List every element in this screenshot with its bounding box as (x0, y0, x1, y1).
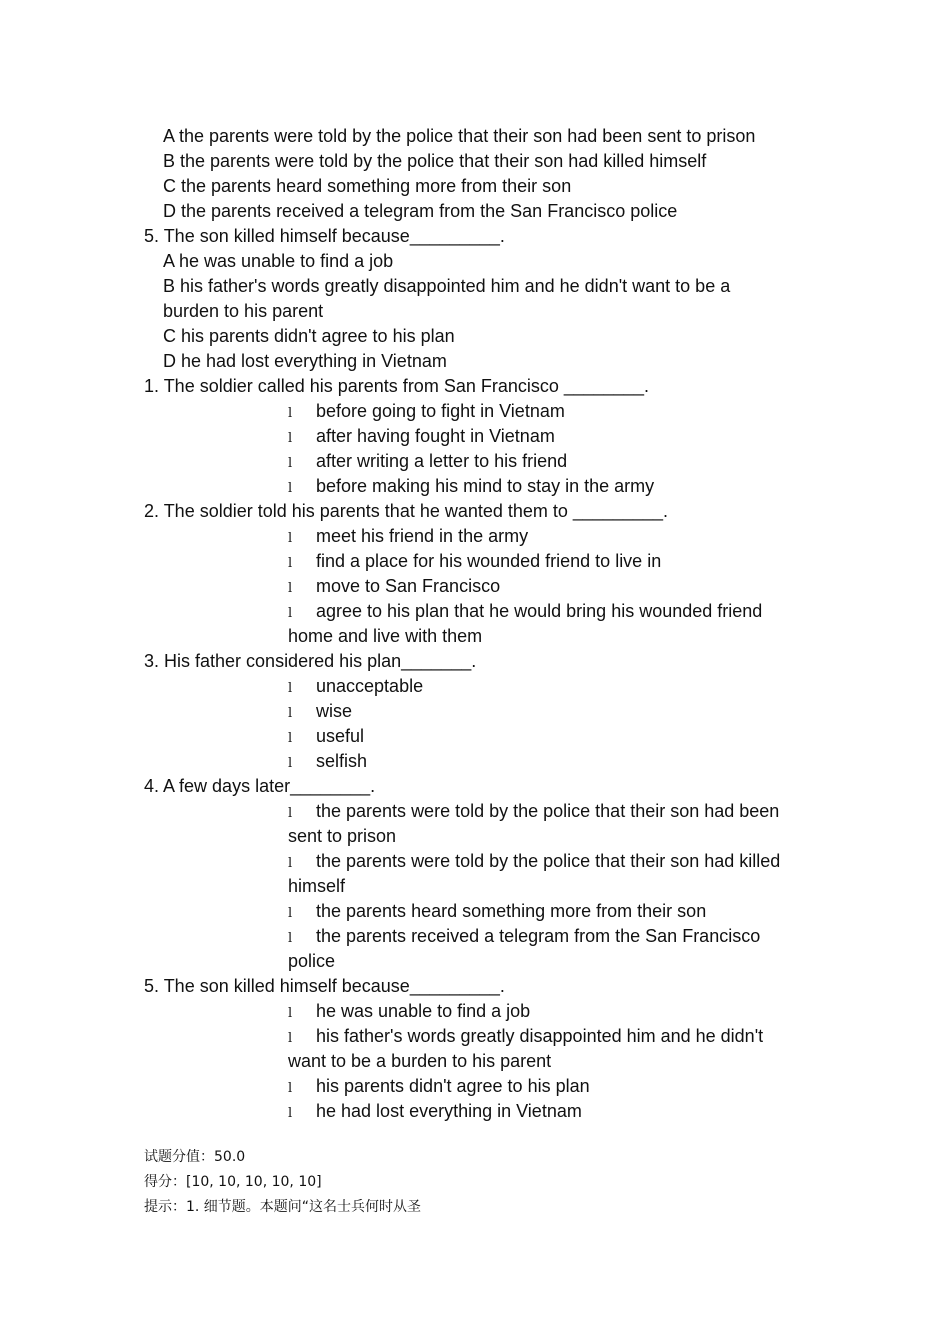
bullet-icon: l (288, 906, 293, 921)
bullet-icon: l (288, 1006, 293, 1021)
prev-q5-option-b-cont: burden to his parent (163, 301, 324, 321)
question-1-option: l after writing a letter to his friend (288, 449, 567, 476)
question-1-option: l before going to fight in Vietnam (288, 399, 565, 426)
question-5-option: l his father's words greatly disappointed him and he didn't (288, 1024, 763, 1051)
question-3-option: l useful (288, 724, 364, 751)
prev-q5-option-a: A he was unable to find a job (163, 251, 394, 271)
question-4-option-continuation: police (288, 951, 336, 971)
question-1-option: l before making his mind to stay in the army (288, 474, 654, 501)
bullet-icon: l (288, 756, 293, 771)
question-2-option: l move to San Francisco (288, 574, 500, 601)
prev-q5-option-d: D he had lost everything in Vietnam (163, 351, 447, 371)
question-2-stem: 2. The soldier told his parents that he wanted them to _________. (144, 501, 669, 521)
hint: 提示：1. 细节题。本题问“这名士兵何时从圣 (144, 1199, 422, 1215)
prev-q4-option-b: B the parents were told by the police that their son had killed himself (163, 151, 707, 171)
bullet-icon: l (288, 931, 293, 946)
bullet-icon: l (288, 606, 293, 621)
bullet-icon: l (288, 806, 293, 821)
question-1-stem: 1. The soldier called his parents from San Francisco ________. (144, 376, 649, 396)
prev-q4-option-a: A the parents were told by the police that their son had been sent to prison (163, 126, 756, 146)
bullet-icon: l (288, 531, 293, 546)
question-2-option: l find a place for his wounded friend to live in (288, 549, 661, 576)
question-3-option: l unacceptable (288, 674, 423, 701)
score-value: 试题分值：50.0 (144, 1149, 246, 1165)
question-4-option-continuation: sent to prison (288, 826, 397, 846)
bullet-icon: l (288, 856, 293, 871)
prev-q5-option-c: C his parents didn't agree to his plan (163, 326, 455, 346)
question-2-option: l agree to his plan that he would bring his wounded friend (288, 599, 762, 626)
question-3-option: l wise (288, 699, 352, 726)
bullet-icon: l (288, 456, 293, 471)
question-4-option: l the parents heard something more from their son (288, 899, 706, 926)
bullet-icon: l (288, 1106, 293, 1121)
question-4-option: l the parents received a telegram from the San Francisco (288, 924, 760, 951)
prev-q4-option-c: C the parents heard something more from their son (163, 176, 572, 196)
question-4-option-continuation: himself (288, 876, 346, 896)
question-2-option: l meet his friend in the army (288, 524, 528, 551)
question-1-option: l after having fought in Vietnam (288, 424, 555, 451)
question-5-option: l his parents didn't agree to his plan (288, 1074, 590, 1101)
question-5-option-continuation: want to be a burden to his parent (288, 1051, 552, 1071)
bullet-icon: l (288, 1081, 293, 1096)
question-3-stem: 3. His father considered his plan_______. (144, 651, 477, 671)
bullet-icon: l (288, 706, 293, 721)
question-5-option: l he was unable to find a job (288, 999, 530, 1026)
bullet-icon: l (288, 1031, 293, 1046)
bullet-icon: l (288, 406, 293, 421)
question-4-stem: 4. A few days later________. (144, 776, 376, 796)
bullet-icon: l (288, 681, 293, 696)
question-4-option: l the parents were told by the police that their son had been (288, 799, 779, 826)
question-4-option: l the parents were told by the police that their son had killed (288, 849, 780, 876)
score: 得分：[10, 10, 10, 10, 10] (144, 1174, 322, 1190)
question-5-stem: 5. The son killed himself because_________. (144, 976, 505, 996)
question-5-option: l he had lost everything in Vietnam (288, 1099, 582, 1126)
bullet-icon: l (288, 481, 293, 496)
question-2-option-continuation: home and live with them (288, 626, 483, 646)
prev-q4-option-d: D the parents received a telegram from the San Francisco police (163, 201, 678, 221)
prev-q5-stem: 5. The son killed himself because_________. (144, 226, 505, 246)
bullet-icon: l (288, 431, 293, 446)
prev-q5-option-b: B his father's words greatly disappointed him and he didn't want to be a (163, 276, 731, 296)
bullet-icon: l (288, 556, 293, 571)
question-3-option: l selfish (288, 749, 367, 776)
bullet-icon: l (288, 731, 293, 746)
bullet-icon: l (288, 581, 293, 596)
